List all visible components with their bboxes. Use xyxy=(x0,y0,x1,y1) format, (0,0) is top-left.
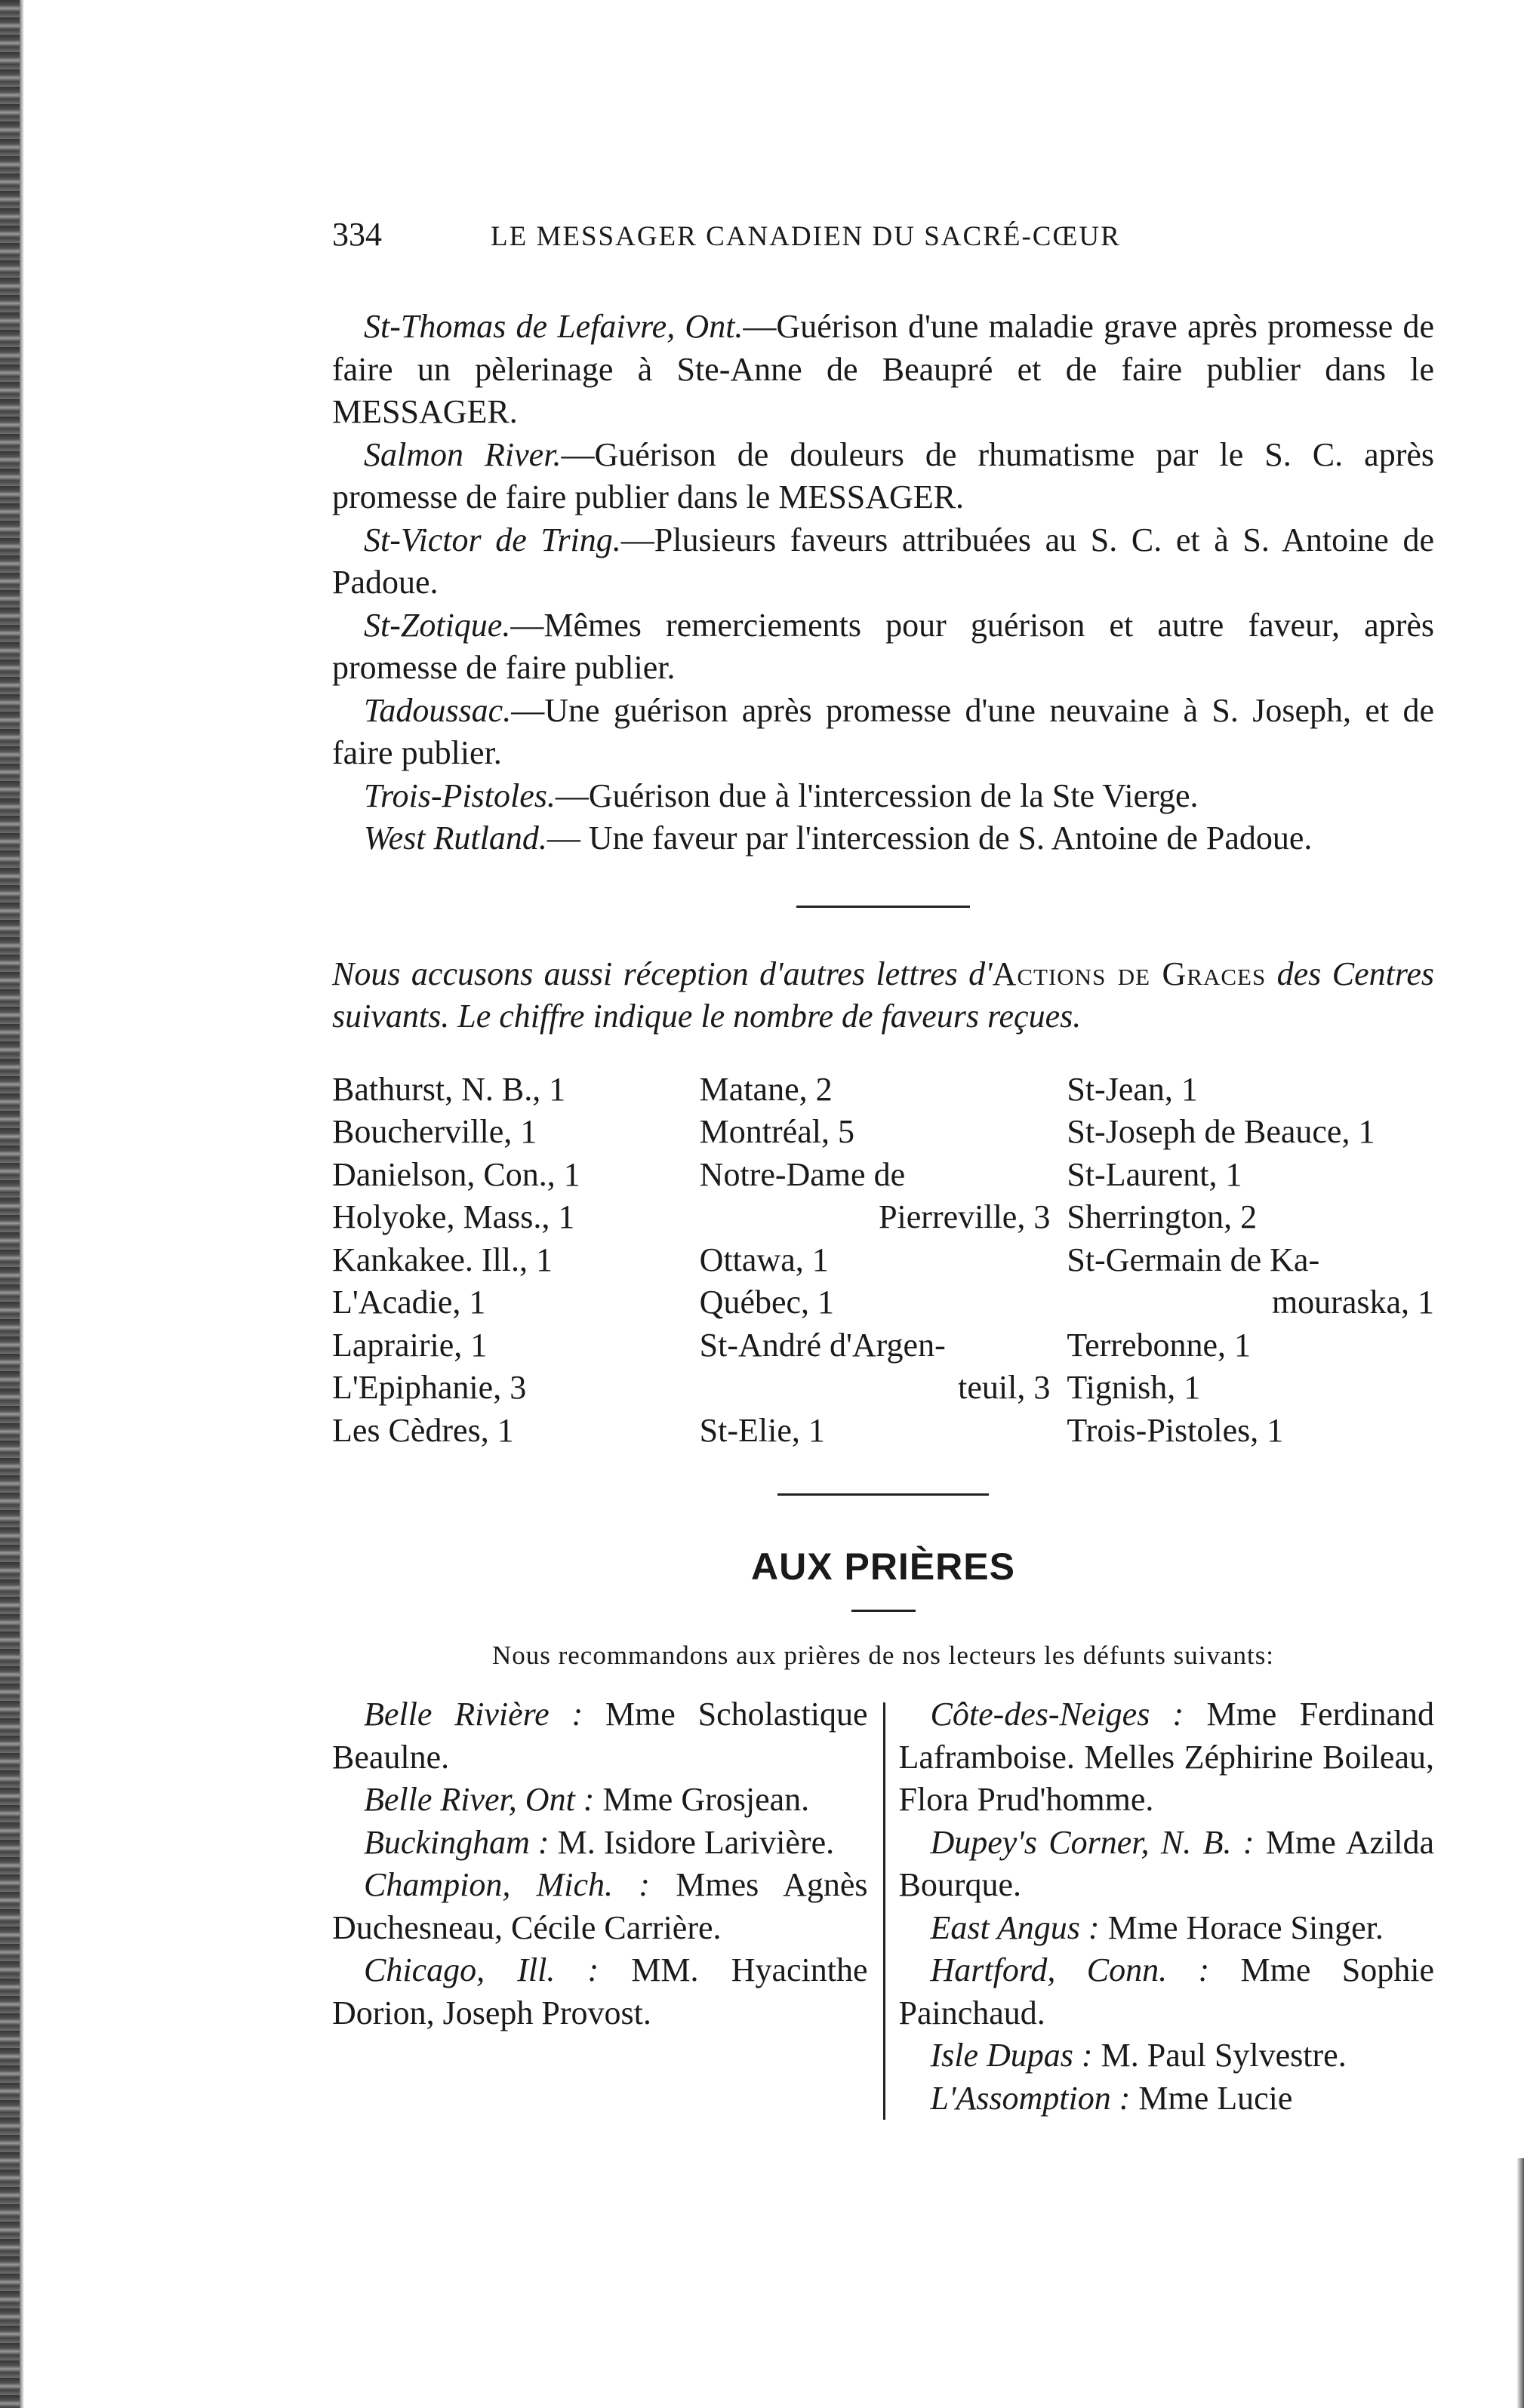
prayer-names: Mme Grosjean. xyxy=(594,1781,810,1818)
entry-place: St-Zotique. xyxy=(364,606,511,644)
city-item: Trois-Pistoles, 1 xyxy=(1067,1411,1284,1449)
prayer-place: Côte-des-Neiges : xyxy=(930,1696,1184,1733)
title-underline xyxy=(851,1610,916,1612)
entry xyxy=(332,817,1434,860)
prayer-place: Chicago, Ill. : xyxy=(364,1951,599,1988)
city-item: Danielson, Con., 1 xyxy=(332,1155,580,1193)
prayer-entry xyxy=(332,1822,868,1865)
city-item: St-Jean, 1 xyxy=(1067,1070,1198,1108)
page-edge-shadow xyxy=(1516,2158,1524,2408)
city-item-continuation: mouraska, 1 xyxy=(1271,1284,1435,1321)
prayer-place: Hartford, Conn. : xyxy=(930,1951,1210,1988)
prayer-names: Mme Lucie xyxy=(1130,2079,1293,2117)
ack-text: des Centres suivants. Le chiffre indique le nombre de faveurs reçues. xyxy=(332,955,1434,1035)
city-item: Matane, 2 xyxy=(699,1070,833,1108)
entry-place: West Rutland. xyxy=(364,820,547,856)
entry-place: Salmon River. xyxy=(364,435,562,473)
prayer-place: Champion, Mich. : xyxy=(364,1866,650,1903)
city-item: St-Elie, 1 xyxy=(699,1411,825,1449)
city-item: L'Acadie, 1 xyxy=(332,1284,486,1321)
cities-list xyxy=(332,1069,1434,1453)
prayer-entry xyxy=(899,1822,1435,1907)
entry xyxy=(332,604,1434,690)
prayer-place: Belle River, Ont : xyxy=(364,1781,595,1818)
thanksgiving-entries xyxy=(332,306,1434,860)
city-item: Boucherville, 1 xyxy=(332,1113,537,1150)
entry-place: Tadoussac. xyxy=(364,691,512,729)
entry-text: —Mêmes remerciements pour guérison et autre faveur, après promesse de faire publier. xyxy=(332,606,1434,686)
prayer-names: Mmes Agnès Duchesneau, Cécile Carrière. xyxy=(332,1866,868,1946)
prayer-entry xyxy=(899,2034,1435,2077)
city-item: Montréal, 5 xyxy=(699,1113,854,1150)
book-spine-shadow xyxy=(0,0,20,2408)
prayer-entry xyxy=(332,1779,868,1822)
entry-place: St-Thomas de Lefaivre, Ont. xyxy=(364,308,744,345)
entry xyxy=(332,306,1434,434)
entry-text: —Plusieurs faveurs attribuées au S. C. et à S. Antoine de Padoue. xyxy=(332,521,1435,601)
prayer-entry xyxy=(899,1949,1435,2034)
city-item: Bathurst, N. B., 1 xyxy=(332,1070,566,1108)
prayer-place: Isle Dupas : xyxy=(930,2037,1093,2074)
prayer-place: Buckingham : xyxy=(364,1823,550,1861)
running-head xyxy=(332,215,1434,268)
cities-column-1 xyxy=(332,1069,700,1453)
city-item: St-Germain de Ka- xyxy=(1067,1241,1320,1278)
city-item: Ottawa, 1 xyxy=(699,1241,829,1278)
city-item: Holyoke, Mass., 1 xyxy=(332,1198,575,1235)
city-item: Laprairie, 1 xyxy=(332,1326,488,1364)
section-divider xyxy=(796,906,970,908)
prayer-names: M. Isidore Larivière. xyxy=(549,1823,835,1861)
ack-smallcaps: Actions de Graces xyxy=(992,955,1267,992)
entry xyxy=(332,519,1434,604)
prayer-entry xyxy=(899,1693,1435,1822)
cities-column-2 xyxy=(700,1069,1067,1453)
column-divider xyxy=(883,1702,885,2120)
city-item: Notre-Dame de xyxy=(699,1155,906,1193)
prayer-entry xyxy=(899,2077,1435,2120)
city-item: Québec, 1 xyxy=(699,1284,835,1321)
prayers-column-left xyxy=(332,1693,883,2120)
acknowledgment-paragraph xyxy=(332,953,1434,1038)
entry-text: —Une guérison après promesse d'une neuvaine à S. Joseph, et de faire publier. xyxy=(332,691,1434,771)
entry-text: —Guérison due à l'intercession de la Ste Vierge. xyxy=(555,777,1199,814)
ack-text: Nous accusons aussi réception d'autres lettres d' xyxy=(332,955,993,992)
page xyxy=(332,215,1434,2120)
city-item: L'Epiphanie, 3 xyxy=(332,1369,527,1406)
city-item: Les Cèdres, 1 xyxy=(332,1411,514,1449)
prayers-list xyxy=(332,1693,1434,2120)
entry xyxy=(332,690,1434,775)
cities-column-3 xyxy=(1067,1069,1434,1453)
entry-place: St-Victor de Tring. xyxy=(364,521,621,558)
prayer-entry xyxy=(332,1864,868,1949)
prayer-names: Mme Ferdinand Laframboise. Melles Zéphirine Boileau, Flora Prud'homme. xyxy=(898,1696,1434,1818)
city-item: St-André d'Argen- xyxy=(699,1326,946,1364)
spine-edge xyxy=(20,0,24,2408)
prayer-place: Dupey's Corner, N. B. : xyxy=(930,1823,1255,1861)
city-item: Kankakee. Ill., 1 xyxy=(332,1241,553,1278)
prayer-entry xyxy=(899,1907,1435,1950)
prayer-names: Mme Scholastique Beaulne. xyxy=(332,1696,868,1776)
prayers-intro: Nous recommandons aux prières de nos lecteurs les défunts suivants: xyxy=(491,1641,1275,1670)
prayer-names: Mme Horace Singer. xyxy=(1099,1908,1384,1946)
entry-place: Trois-Pistoles. xyxy=(364,777,556,814)
city-item: St-Laurent, 1 xyxy=(1067,1155,1242,1193)
prayer-entry xyxy=(332,1693,868,1779)
city-item: Tignish, 1 xyxy=(1067,1369,1201,1406)
running-title: LE MESSAGER CANADIEN DU SACRÉ-CŒUR xyxy=(491,221,1121,252)
entry xyxy=(332,434,1434,519)
entry-text: — Une faveur par l'intercession de S. Antoine de Padoue. xyxy=(546,820,1313,856)
prayer-place: East Angus : xyxy=(930,1908,1100,1946)
entry-text: —Guérison d'une maladie grave après promesse de faire un pèlerinage à Ste-Anne de Beaupré et de faire publier dans le MESSAGER. xyxy=(332,308,1434,430)
prayer-names: MM. Hyacinthe Dorion, Joseph Provost. xyxy=(332,1951,868,2031)
city-item-continuation: Pierreville, 3 xyxy=(879,1198,1051,1235)
city-item-continuation: teuil, 3 xyxy=(958,1369,1051,1406)
entry-text: —Guérison de douleurs de rhumatisme par le S. C. après promesse de faire publier dans le MESSAGER. xyxy=(332,435,1435,515)
prayer-entry xyxy=(332,1949,868,2034)
entry xyxy=(332,775,1434,818)
prayer-place: L'Assomption : xyxy=(930,2079,1131,2117)
prayer-place: Belle Rivière : xyxy=(364,1696,583,1733)
prayer-names: Mme Azilda Bourque. xyxy=(898,1823,1435,1903)
city-item: Terrebonne, 1 xyxy=(1067,1326,1252,1364)
section-title: AUX PRIÈRES xyxy=(751,1545,1015,1588)
page-number: 334 xyxy=(332,216,382,253)
prayer-names: M. Paul Sylvestre. xyxy=(1092,2037,1347,2074)
city-item: St-Joseph de Beauce, 1 xyxy=(1067,1113,1375,1150)
city-item: Sherrington, 2 xyxy=(1067,1198,1258,1235)
section-divider xyxy=(777,1493,989,1496)
prayer-names: Mme Sophie Painchaud. xyxy=(898,1951,1434,2031)
prayers-column-right xyxy=(899,1693,1435,2120)
